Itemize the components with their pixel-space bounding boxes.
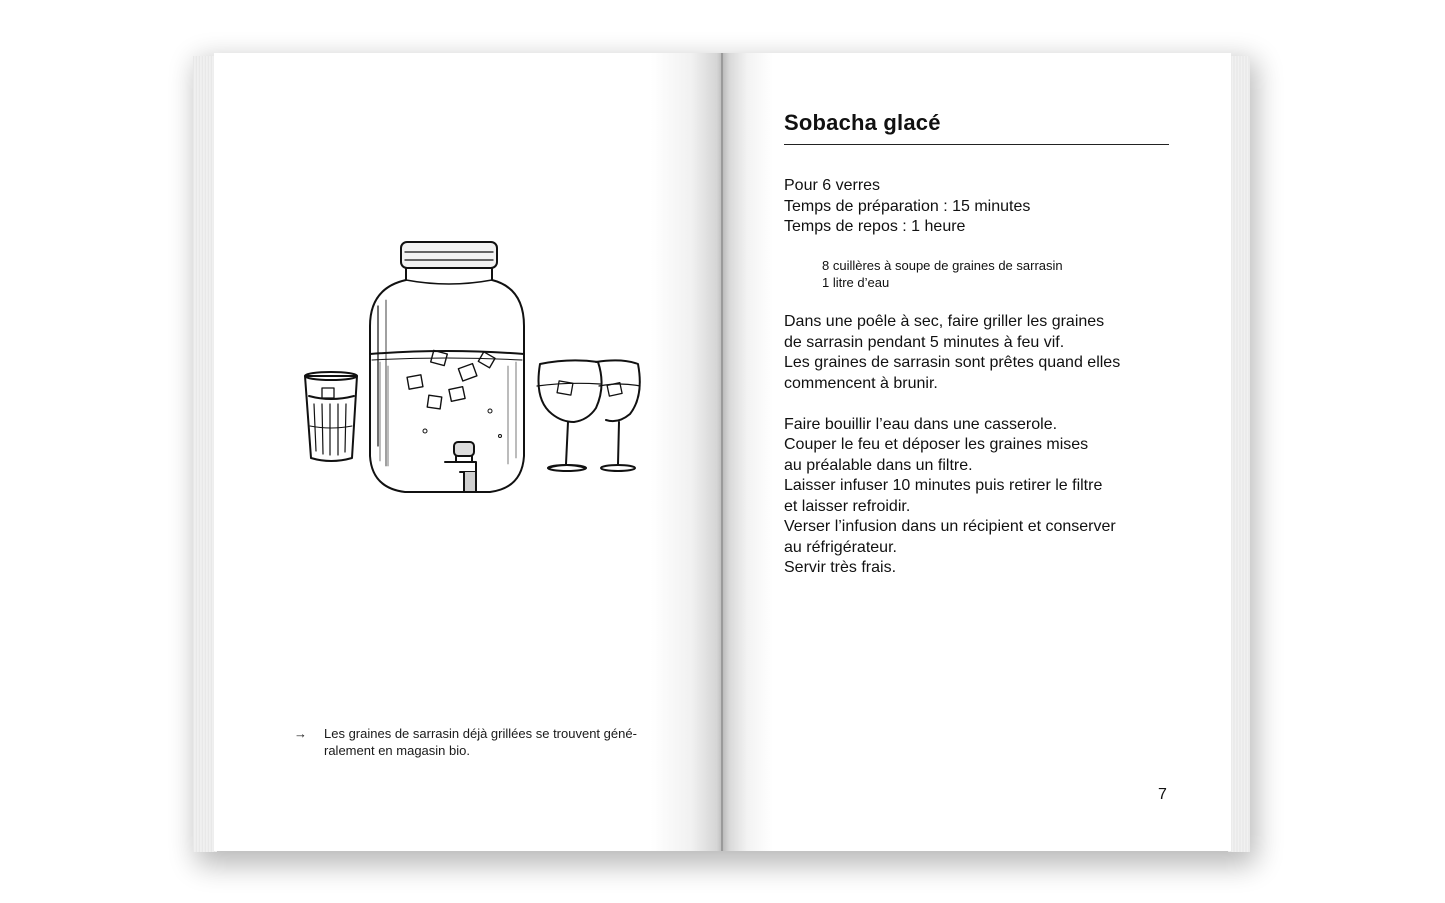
step-line: commencent à brunir. [784,374,938,392]
step-line: au réfrigérateur. [784,538,897,556]
footnote-line: Les graines de sarrasin déjà grillées se trouvent géné- [324,726,637,741]
recipe-title: Sobacha glacé [784,110,941,135]
step-line: et laisser refroidir. [784,497,911,515]
arrow-right-icon: → [294,726,307,741]
recipe-meta [784,176,1030,238]
wine-glass-icon [596,360,640,471]
step-line: Servir très frais. [784,559,897,576]
footnote-line: ralement en magasin bio. [324,743,470,758]
step-line: Verser l’infusion dans un récipient et conserver [784,518,1116,535]
ingredient-item: 8 cuillères à soupe de graines de sarrasin [822,258,1063,273]
prep-time: Temps de préparation : 15 minutes [784,197,1031,215]
jar-dispenser-illustration [300,236,645,501]
ingredient-item: 1 litre d’eau [822,275,890,290]
step-line: Couper le feu et déposer les graines mises [784,436,1089,453]
step-line: Dans une poêle à sec, faire griller les graines [784,313,1105,330]
step-line: Faire bouillir l’eau dans une casserole. [784,415,1058,433]
title-divider [784,144,1169,145]
servings: Pour 6 verres [784,177,881,194]
page-number: 7 [1158,786,1167,803]
jar-icon [370,242,524,492]
footnote-text [324,725,669,759]
ingredients-list [822,257,1063,291]
page-edges-right [1228,56,1250,852]
step-line: de sarrasin pendant 5 minutes à feu vif. [784,333,1065,351]
recipe-steps [784,312,1120,579]
paragraph-gap [784,394,1120,415]
rest-time: Temps de repos : 1 heure [784,218,966,235]
wine-glass-icon [537,360,602,471]
tumbler-glass-icon [305,372,357,461]
step-line: au préalable dans un filtre. [784,456,973,474]
book-spine [721,53,723,851]
step-line: Laisser infuser 10 minutes puis retirer le filtre [784,477,1103,494]
step-line: Les graines de sarrasin sont prêtes quand elles [784,354,1121,371]
